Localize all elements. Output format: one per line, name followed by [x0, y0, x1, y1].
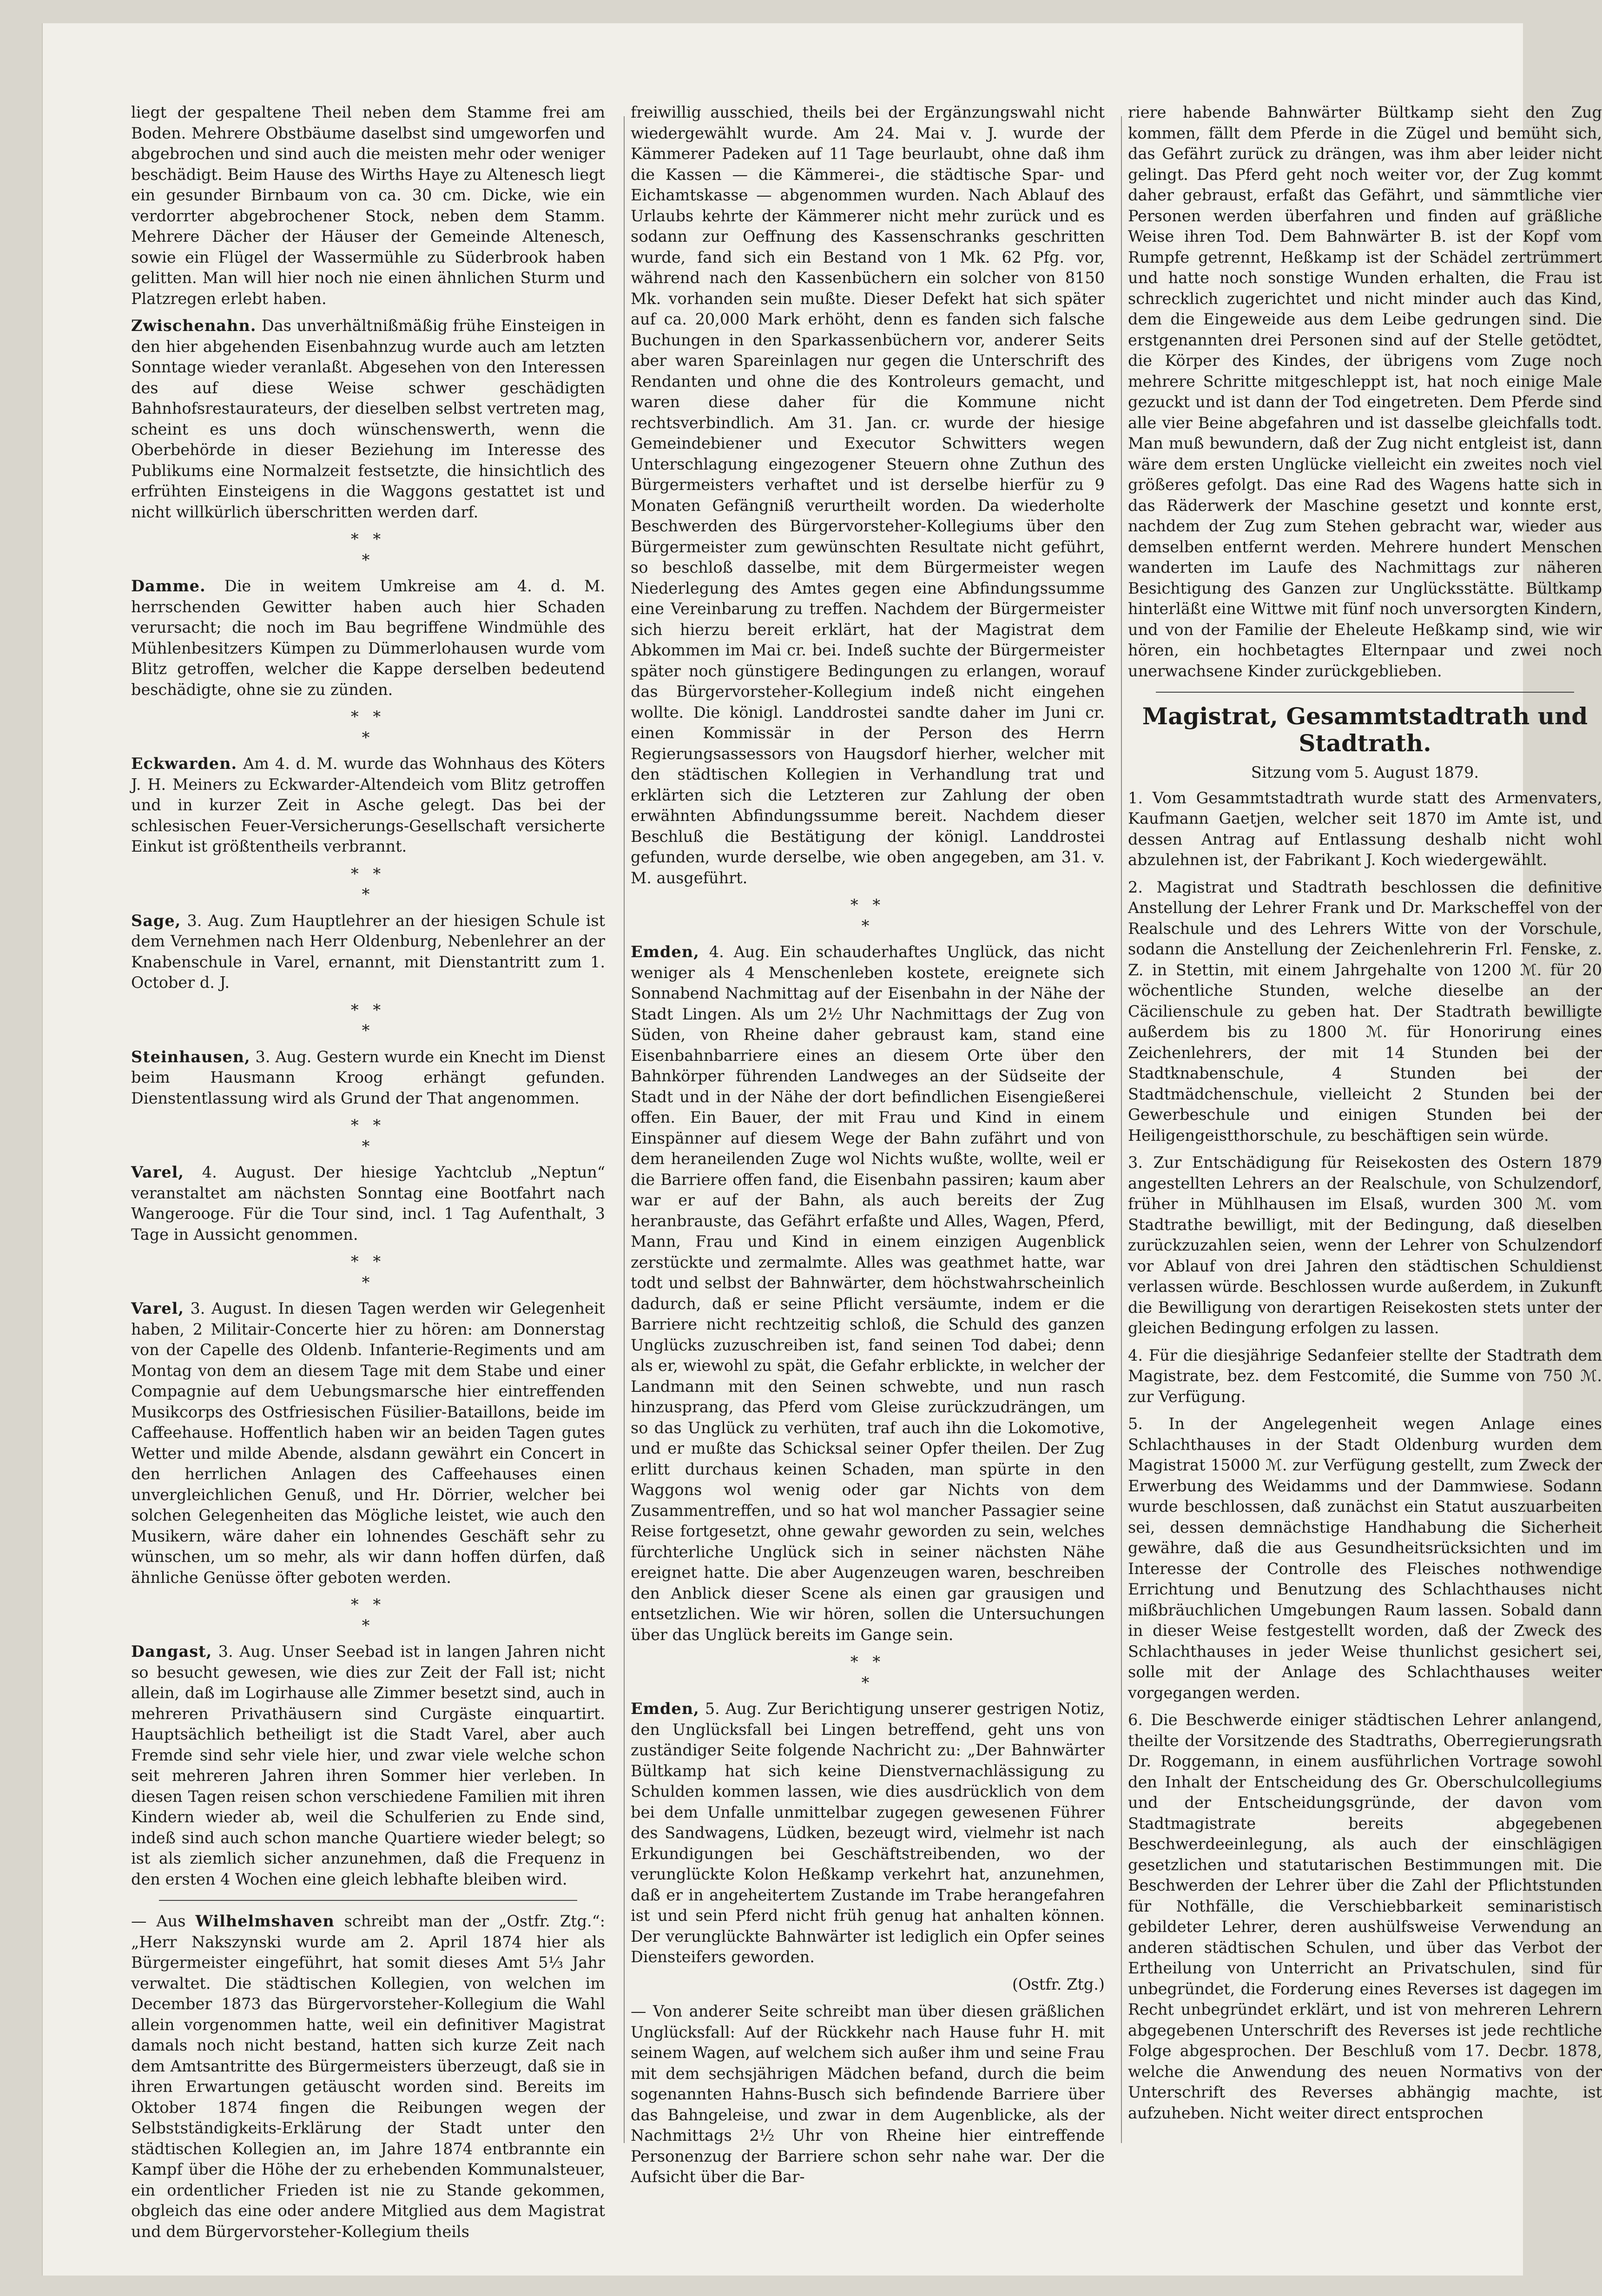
article-text: liegt der gespaltene Theil neben dem Stamme frei am Boden. Mehrere Obstbäume daselbst sind umgeworfen und abgebrochen und sind auch die meisten mehr oder weniger beschädigt. Beim Hause des Wirths Haye zu Altenesch liegt ein gesunder Birnbaum von ca. 30 cm. Dicke, wie ein verdorrter abgebrochener Stock, neben dem Stamm. Mehrere Dächer der Häuser der Gemeinde Altenesch, sowie ein Flügel der Wassermühle zu Süderbrook haben gelitten. Man will hier noch nie einen ähnlichen Sturm und Platzregen erlebt haben. [131, 103, 605, 308]
separator-stars: * * * [850, 896, 885, 935]
article-text: Die in weitem Umkreise am 4. d. M. herrschenden Gewitter haben auch hier Schaden verursacht; die noch im Bau begriffene Windmühle des Mühlenbesitzers Kümpen zu Dümmerlohausen wurde vom Blitz getroffen, welcher die Kappe derselben bedeutend beschädigte, ohne sie zu zünden. [131, 577, 606, 699]
article-text: 4. August. Der hiesige Yachtclub „Neptun“ veranstaltet am nächsten Sonntag eine Bootfahrt nach Wangerooge. Für die Tour sind, incl. 1 Tag Aufenthalt, 3 Tage in Aussicht genommen. [131, 1163, 606, 1244]
section-heading: Magistrat, Gesammtstadtrath und Stadtrath. [1142, 702, 1588, 757]
separator-stars: * * * [350, 864, 386, 903]
list-item: 6. Die Beschwerde einiger städtischen Lehrer anlangend, theilte der Vorsitzende des Stadtraths, Oberregierungsrath Dr. Roggemann, in einem ausführlichen Vortrage sowohl den Inhalt der Entscheidung des Gr. Oberschulcollegiums und der Entscheidungsgründe, der davon vom Stadtmagistrate bereits abgegebenen Beschwerdeeinlegung, als auch der einschlägigen gesetzlichen und statutarischen Bestimmungen mit. Die Beschwerden der Lehrer über die Zahl der Pflichtstunden für Nothfälle, die Verschiebbarkeit seminaristisch gebildeter Lehrer, deren aushülfsweise Verwendung an anderen städtischen Schulen, und über das Verbot der Ertheilung von Unterricht an Privatschulen, sind für unbegründet, die Forderung eines Reverses ist dagegen im Recht unbegründet erklärt, und ist von mehreren Lehrern abgegebenen Unterschrift des Reverses ist jede rechtliche Folge abgesprochen. Der Beschluß vom 17. Decbr. 1878, welche die Anwendung des neuen Normativs von der Unterschrift des Reverses abhängig machte, ist aufzuheben. Nicht weiter direct entsprochen [1128, 1711, 1602, 2122]
article-text: 4. Aug. Ein schauderhaftes Unglück, das nicht weniger als 4 Menschenleben kostete, ereignete sich Sonnabend Nachmittag auf der Eisenbahn in der Nähe der Stadt Lingen. Als um 2½ Uhr Nachmittags der Zug von Süden, von Rheine daher gebraust kam, stand eine Eisenbahnbarriere eines an diesem Orte über den Bahnkörper führenden Landweges an der Südseite der Stadt und in der Nähe der dort befindlichen Eisengießerei offen. Ein Bauer, der mit Frau und Kind in einem Einspänner auf diesem Wege der Bahn zufährt und von dem heraneilenden Zuge wol Nichts wußte, wollte, weil er die Barriere offen fand, die Eisenbahn passiren; kaum aber war er auf der Bahn, als auch bereits der Zug heranbrauste, das Gefährt erfaßte und Alles, Wagen, Pferd, Mann, Frau und Kind in einem einzigen Augenblick zerstückte und zermalmte. Alles was geathmet hatte, war todt und selbst der Bahnwärter, dem höchstwahrscheinlich dadurch, daß er seine Pflicht versäumte, indem er die Barriere nicht rechtzeitig schloß, die Schuld des ganzen Unglücks zuzuschreiben ist, fand seinen Tod dabei; denn als er, wiewohl zu spät, die Gefahr erblickte, in welcher der Landmann mit den Seinen schwebte, und nun rasch hinzusprang, das Pferd vom Gleise zurückzudrängen, um so das Unglück zu verhüten, traf auch ihn die Lokomotive, und er mußte das Schicksal seiner Opfer theilen. Der Zug erlitt durchaus keinen Schaden, man spürte in den Waggons wol wenig oder gar Nichts von dem Zusammentreffen, und so hat wol mancher Passagier seine Reise fortgesetzt, ohne gewahr geworden zu sein, welches fürchterliche Unglück sich in seiner nächsten Nähe ereignet hatte. Die aber Augenzeugen waren, beschreiben den Anblick dieser Scene als einen gar grausigen und entsetzlichen. Wie wir hören, sollen die Untersuchungen über das Unglück bereits im Gange sein. [631, 943, 1105, 1644]
article-dateline: Dangast, [131, 1642, 212, 1661]
article [631, 1699, 1105, 1968]
column-1 [131, 102, 606, 2241]
newspaper-page [42, 23, 1602, 2276]
source-credit: (Ostfr. Ztg.) [1012, 1975, 1105, 1993]
divider [159, 1900, 577, 1901]
divider [1156, 692, 1574, 693]
article-text: Am 4. d. M. wurde das Wohnhaus des Köters J. H. Meiners zu Eckwarder-Altendeich vom Blitz getroffen und in kurzer Zeit in Asche gelegt. Das bei der schlesischen Feuer-Versicherungs-Gesellschaft versicherte Einkut ist größtentheils verbrannt. [131, 754, 606, 855]
article [131, 911, 605, 993]
article [131, 1047, 605, 1109]
list-item: 1. Vom Gesammtstadtrath wurde statt des Armenvaters, Kaufmann Gaetjen, welcher seit 1870 im Amte ist, und dessen Antrag auf Entlassung deshalb nicht wohl abzulehnen ist, der Fabrikant J. Koch wiedergewählt. [1128, 788, 1602, 869]
article [131, 1911, 605, 2242]
session-date: Sitzung vom 5. August 1879. [1251, 763, 1479, 781]
column-rule [624, 116, 625, 2143]
article-dateline: Emden, [631, 1700, 699, 1718]
article-text: 3. Aug. Zum Hauptlehrer an der hiesigen Schule ist dem Vernehmen nach Herr Oldenburg, Nebenlehrer an der Knabenschule in Varel, ernannt, mit Dienstantritt zum 1. October d. J. [131, 911, 605, 992]
article [131, 1641, 605, 1890]
article-dateline: Zwischenahn. [131, 317, 257, 335]
column-3 [1128, 102, 1602, 2213]
article-text: 3. Aug. Unser Seebad ist in langen Jahren nicht so besucht gewesen, wie dies zur Zeit der Fall ist; nicht allein, daß im Logirhause alle Zimmer besetzt sind, auch in mehreren Privathäusern sind Curgäste einquartirt. Hauptsächlich betheiligt ist die Stadt Varel, aber auch Fremde sind sehr viele hier, und zwar viele welche schon seit mehreren Jahren ihren Sommer hier verleben. In diesen Tagen reisen schon verschiedene Familien mit ihren Kindern wieder ab, weil die Schulferien zu Ende sind, indeß sind auch schon manche Quartiere wieder belegt; so ist als ziemlich sicher anzunehmen, daß die Frequenz in den ersten 4 Wochen eine gleich lebhafte bleiben wird. [131, 1642, 605, 1888]
article [131, 1298, 605, 1588]
list-item: 3. Zur Entschädigung für Reisekosten des Ostern 1879 angestellten Lehrers an der Realschule, von Schulzendorf, früher in Mühlhausen im Elsaß, wurden 300 ℳ. vom Stadtrathe bewilligt, mit der Bedingung, daß dieselben zurückzuzahlen seien, wenn der Lehrer von Schulzendorf vor Ablauf von drei Jahren den städtischen Schuldienst verlassen würde. Beschlossen wurde außerdem, in Zukunft die Bewilligung von derartigen Reisekosten stets unter der gleichen Bedingung erfolgen zu lassen. [1128, 1153, 1602, 1337]
list-item: 4. Für die diesjährige Sedanfeier stellte der Stadtrath dem Magistrate, bez. dem Festcomité, die Summe von 750 ℳ. zur Verfügung. [1128, 1346, 1602, 1406]
separator-stars: * * * [350, 1116, 386, 1155]
article-dateline: Eckwarden. [131, 754, 237, 773]
separator-stars: * * * [850, 1653, 885, 1692]
list-item: 2. Magistrat und Stadtrath beschlossen die definitive Anstellung der Lehrer Frank und Dr. Markscheffel von der Realschule und des Lehrers Witte von der Vorschule, sodann die Anstellung der Zeichenlehrerin Frl. Fenske, z. Z. in Stettin, mit einem Jahrgehalte von 1200 ℳ. für 20 wöchentliche Stunden, welche dieselbe an der Cäcilienschule zu geben hat. Der Stadtrath bewilligte außerdem bis zu 1800 ℳ. für Honorirung eines Zeichenlehrers, der mit 14 Stunden bei der Stadtknabenschule, 4 Stunden bei der Stadtmädchenschule, vielleicht 2 Stunden bei der Gewerbeschule und einigen Stunden bei der Heiligengeistthorschule, zu beschäftigen sein würde. [1128, 878, 1602, 1145]
column-2 [631, 102, 1105, 2213]
article-dateline: Damme. [131, 577, 206, 595]
article-text: schreibt man der „Ostfr. Ztg.“: „Herr Nakszynski wurde am 2. April 1874 hier als Bürgermeister eingeführt, hat somit dieses Amt 5⅓ Jahr verwaltet. Die städtischen Kollegien, von welchen im December 1873 das Bürgervorsteher-Kollegium die Wahl allein vorgenommen hatte, weil ein definitiver Magistrat damals noch nicht bestand, hatten sich kurze Zeit nach dem Amtsantritte des Bürgermeisters überzeugt, daß sie in ihren Erwartungen getäuscht worden sind. Bereits im Oktober 1874 fingen die Reibungen wegen der Selbstständigkeits-Erklärung der Stadt unter den städtischen Kollegien an, im Jahre 1874 entbrannte ein Kampf über die Höhe der zu erhebenden Kommunalsteuer, ein ordentlicher Frieden ist nie zu Stande gekommen, obgleich das eine oder andere Mitglied aus dem Magistrat und dem Bürgervorsteher-Kollegium theils [131, 1912, 605, 2241]
column-rule [1121, 116, 1122, 2143]
article [131, 754, 605, 857]
article [131, 1162, 605, 1245]
article-text: 5. Aug. Zur Berichtigung unserer gestrigen Notiz, den Unglücksfall bei Lingen betreffend, geht uns von zuständiger Seite folgende Nachricht zu: „Der Bahnwärter Bültkamp hat sich keine Dienstvernachlässigung zu Schulden kommen lassen, wie dies ausdrücklich von dem bei dem Unfalle unmittelbar zugegen gewesenen Führer des Sandwagens, Lüdken, bezeugt wird, vielmehr ist nach Erkundigungen bei Geschäftstreibenden, wo der verunglückte Kolon Heßkamp verkehrt hat, anzunehmen, daß er in angeheitertem Zustande im Trabe herangefahren ist und sein Pferd nicht früh genug hat anhalten können. Der verunglückte Bahnwärter ist lediglich ein Opfer seines Diensteifers geworden. [631, 1700, 1105, 1966]
article [631, 942, 1105, 1645]
article-dateline: Sage, [131, 911, 181, 930]
article-text: riere habende Bahnwärter Bültkamp sieht den Zug kommen, fällt dem Pferde in die Zügel und bemüht sich, das Gefährt zurück zu drängen, was ihm aber leider nicht gelingt. Das Pferd geht noch weiter vor, der Zug kommt daher gebraust, erfaßt das Gefährt, und sämmtliche vier Personen werden überfahren und finden auf gräßliche Weise ihren Tod. Dem Bahnwärter B. ist der Kopf vom Rumpfe getrennt, Heßkamp ist der Schädel zertrümmert und hatte noch sonstige Wunden erhalten, die Frau ist schrecklich zugerichtet und nicht minder auch das Kind, dem die Eingeweide aus dem Leibe gedrungen sind. Die erstgenannten drei Personen sind auf der Stelle getödtet, die Körper des Kindes, der übrigens vom Zuge noch mehrere Schritte mitgeschleppt ist, hat noch einige Male gezuckt und ist dann der Tod eingetreten. Dem Pferde sind alle vier Beine abgefahren und ist dasselbe gleichfalls todt. Man muß bewundern, daß der Zug nicht entgleist ist, dann wäre dem ersten Unglücke vielleicht ein zweites noch viel größeres gefolgt. Das eine Rad des Wagens hatte sich in das Räderwerk der Maschine gesetzt und konnte erst, nachdem der Zug zum Stehen gebracht war, wieder aus demselben entfernt werden. Mehrere hundert Menschen wanderten im Laufe des Nachmittags zur näheren Besichtigung des Ganzen zur Unglücksstätte. Bültkamp hinterläßt eine Wittwe mit fünf noch unversorgten Kindern, und von der Familie der Eheleute Heßkamp sind, wie wir hören, ein hochbetagtes Elternpaar und zwei noch unerwachsene Kinder zurückgeblieben. [1128, 103, 1602, 680]
article-text: Das unverhältnißmäßig frühe Einsteigen in den hier abgehenden Eisenbahnzug wurde auch am letzten Sonntage wieder veranlaßt. Abgesehen von den Interessen des auf diese Weise schwer geschädigten Bahnhofsrestaurateurs, der dieselben selbst vertreten mag, scheint es uns doch wünschenswerth, wenn die Oberbehörde in dieser Beziehung im Interesse des Publikums eine Normalzeit festsetzte, die hinsichtlich des erfrühten Einsteigens in die Waggons gestattet ist und nicht willkürlich überschritten werden darf. [131, 317, 605, 521]
article [131, 576, 605, 700]
separator-stars: * * * [350, 1595, 386, 1634]
article-dateline: Steinhausen, [131, 1047, 251, 1066]
article-dateline: Emden, [631, 943, 699, 961]
separator-stars: * * * [350, 530, 386, 569]
article-dateline: Wilhelmshaven [195, 1912, 335, 1930]
separator-stars: * * * [350, 1000, 386, 1039]
separator-stars: * * * [350, 708, 386, 747]
article-dateline: Varel, [131, 1299, 184, 1317]
article-text: 3. Aug. Gestern wurde ein Knecht im Dienst beim Hausmann Kroog erhängt gefunden. Dienstentlassung wird als Grund der That angenommen. [131, 1047, 605, 1107]
list-item: 5. In der Angelegenheit wegen Anlage eines Schlachthauses in der Stadt Oldenburg wurden dem Magistrat 15000 ℳ. zur Verfügung gestellt, zum Zweck der Erwerbung des Weidamms und der Dammwiese. Sodann wurde beschlossen, daß zunächst ein Statut auszuarbeiten sei, dessen demnächstige Handhabung die Sicherheit gewähre, daß die aus Gesundheitsrücksichten und im Interesse der Controlle des Fleisches nothwendige Errichtung und Benutzung des Schlachthauses nicht mißbräuchlichen Umgebungen Raum lassen. Sobald dann in dieser Weise festgestellt worden, daß der Zweck des Schlachthauses in jeder Weise thunlichst gesichert sei, solle mit der Anlage des Schlachthauses weiter vorgegangen werden. [1128, 1415, 1602, 1702]
article-text: — Von anderer Seite schreibt man über diesen gräßlichen Unglücksfall: Auf der Rückkehr nach Hause fuhr H. mit seinem Wagen, auf welchem sich außer ihm und seine Frau mit dem sechsjährigen Mädchen befand, durch die beim sogenannten Hahns-Busch sich befindende Barriere über das Bahngeleise, und zwar in dem Augenblicke, als der Nachmittags 2½ Uhr von Rheine hier eintreffende Personenzug der Barriere schon sehr nahe war. Der die Aufsicht über die Bar- [631, 2002, 1105, 2186]
article-text: freiwillig ausschied, theils bei der Ergänzungswahl nicht wiedergewählt wurde. Am 24. Mai v. J. wurde der Kämmerer Padeken auf 11 Tage beurlaubt, ohne daß ihm die Kassen — die Kämmerei-, die städtische Spar- und Eichamtskasse — abgenommen wurden. Nach Ablauf des Urlaubs kehrte der Kämmerer nicht mehr zurück und es sodann zur Oeffnung des Kassenschranks geschritten wurde, fand sich ein Bestand von 1 Mk. 62 Pfg. vor, während nach den Kassenbüchern ein solcher von 8150 Mk. vorhanden sein mußte. Dieser Defekt hat sich später auf ca. 20,000 Mark erhöht, denn es fanden sich falsche Buchungen in den Sparkassenbüchern vor, anderer Seits aber waren Spareinlagen nur gegen die Unterschrift des Rendanten und ohne die des Kontroleurs gemacht, und waren diese daher für die Kommune nicht rechtsverbindlich. Am 31. Jan. cr. wurde der hiesige Gemeindebiener und Executor Schwitters wegen Unterschlagung eingezogener Steuern ohne Zuthun des Bürgermeisters verhaftet und ist derselbe hierfür zu 9 Monaten Gefängniß verurtheilt worden. Da wiederholte Beschwerden des Bürgervorsteher-Kollegiums über den Bürgermeister zum gewünschten Resultate nicht geführt, so beschloß dasselbe, mit dem Bürgermeister wegen Niederlegung des Amtes gegen eine Abfindungssumme eine Vereinbarung zu treffen. Nachdem der Bürgermeister sich hierzu bereit erklärt, hat der Magistrat dem Abkommen im Mai cr. bei. Indeß suchte der Bürgermeister später noch günstigere Bedingungen zu erlangen, worauf das Bürgervorsteher-Kollegium indeß nicht eingehen wollte. Die königl. Landdrostei sandte daher im Juni cr. einen Kommissär in der Person des Herrn Regierungsassessors von Haugsdorf hierher, welcher mit den städtischen Kollegien in Verhandlung trat und erklärten sich die Letzteren zur Zahlung der oben erwähnten Abfindungssumme bereit. Nachdem dieser Beschluß die Bestätigung der königl. Landdrostei gefunden, wurde derselbe, wie oben angegeben, am 31. v. M. ausgeführt. [631, 103, 1105, 887]
article [131, 316, 605, 523]
article-text: 3. August. In diesen Tagen werden wir Gelegenheit haben, 2 Militair-Concerte hier zu hören: am Donnerstag von der Capelle des Oldenb. Infanterie-Regiments und am Montag von dem an diesem Tage mit dem Stabe und einer Compagnie auf dem Uebungsmarsche hier eintreffenden Musikcorps des Ostfriesischen Füsilier-Bataillons, beide im Caffeehause. Hoffentlich haben wir an beiden Tagen gutes Wetter und milde Abende, alsdann gewährt ein Concert in den herrlichen Anlagen des Caffeehauses einen unvergleichlichen Genuß, und Hr. Dörrier, welcher bei solchen Gelegenheiten das Mögliche leistet, wie auch den Musikern, wäre daher ein lohnendes Geschäft sehr zu wünschen, um so mehr, als wir dann hoffen dürfen, daß ähnliche Genüsse öfter geboten werden. [131, 1299, 605, 1587]
article-prefix: — Aus [131, 1912, 186, 1930]
separator-stars: * * * [350, 1252, 386, 1291]
article-dateline: Varel, [131, 1163, 184, 1181]
